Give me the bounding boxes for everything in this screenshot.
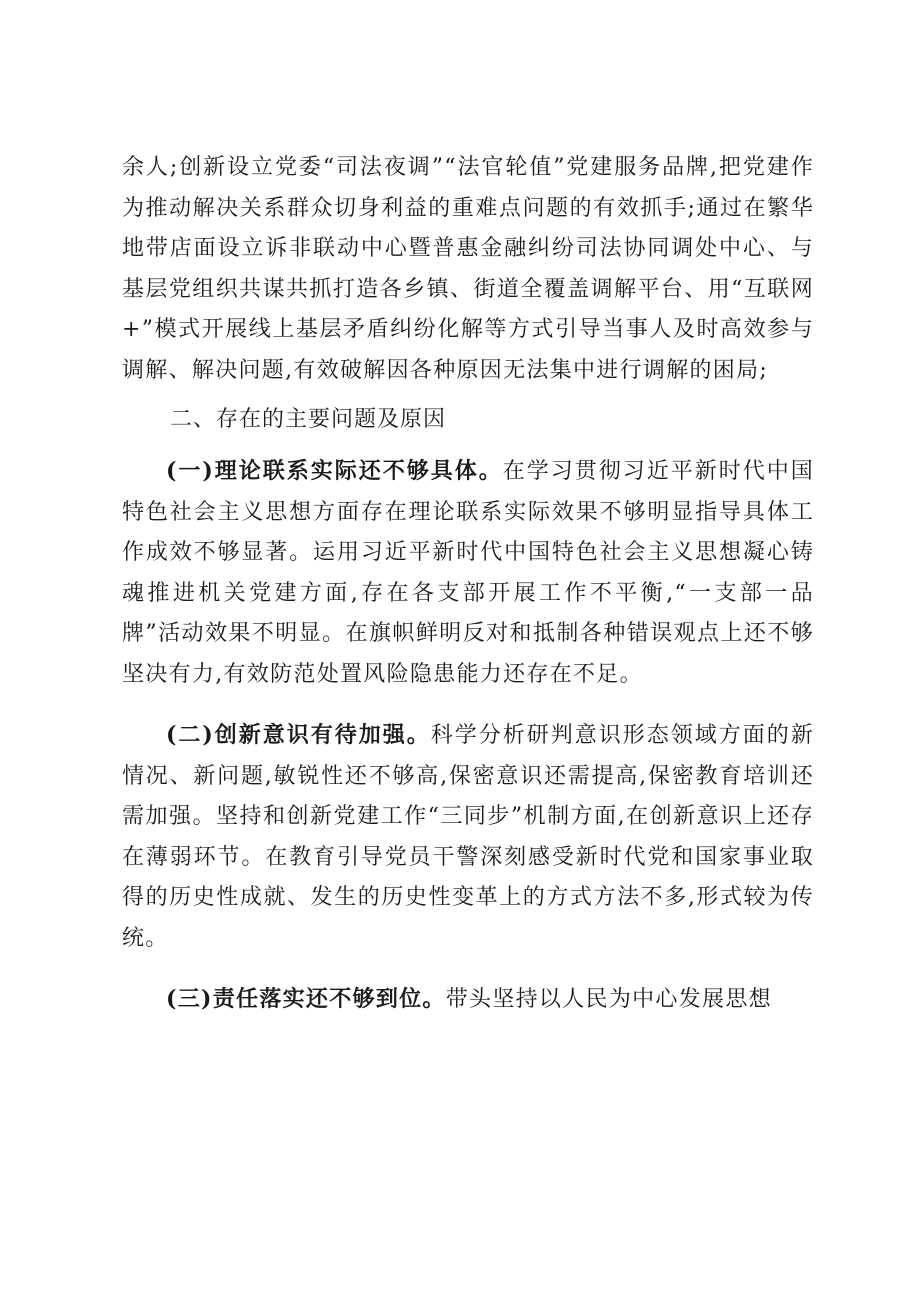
- subsection-title-3: (三)责任落实还不够到位。: [166, 986, 446, 1012]
- subsection-paragraph-2: [122, 715, 814, 959]
- section-heading: 二、存在的主要问题及原因: [170, 407, 447, 432]
- subsection-body-2: 科学分析研判意识形态领域方面的新情况、新问题,敏锐性还不够高,保密意识还需提高,保密教育培训还需加强。坚持和创新党建工作“三同步”机制方面,在创新意识上还存在薄弱环节。在教育引导党员干警深刻感受新时代党和国家事业取得的历史性成就、发生的历史性变革上的方式方法不多,形式较为传统。: [122, 723, 814, 951]
- continuation-paragraph: 余人;创新设立党委“司法夜调”“法官轮值”党建服务品牌,把党建作为推动解决关系群众切身利益的重难点问题的有效抓手;通过在繁华地带店面设立诉非联动中心暨普惠金融纠纷司法协同调处中心、与基层党组织共谋共抓打造各乡镇、街道全覆盖调解平台、用“互联网+”模式开展线上基层矛盾纠纷化解等方式引导当事人及时高效参与调解、解决问题,有效破解因各种原因无法集中进行调解的困局;: [122, 155, 814, 383]
- subsection-body-3: 带头坚持以人民为中心发展思想: [445, 987, 772, 1012]
- subsection-title-2: (二)创新意识有待加强。: [166, 722, 431, 748]
- subsection-paragraph-1: [122, 451, 814, 695]
- document-page: [122, 148, 814, 1021]
- subsection-paragraph-3: [122, 979, 814, 1021]
- subsection-title-1: (一)理论联系实际还不够具体。: [166, 458, 503, 484]
- subsection-body-1: 在学习贯彻习近平新时代中国特色社会主义思想方面存在理论联系实际效果不够明显指导具体工作成效不够显著。运用习近平新时代中国特色社会主义思想凝心铸魂推进机关党建方面,存在各支部开展工作不平衡,“一支部一品牌”活动效果不明显。在旗帜鲜明反对和抵制各种错误观点上还不够坚决有力,有效防范处置风险隐患能力还存在不足。: [122, 459, 814, 687]
